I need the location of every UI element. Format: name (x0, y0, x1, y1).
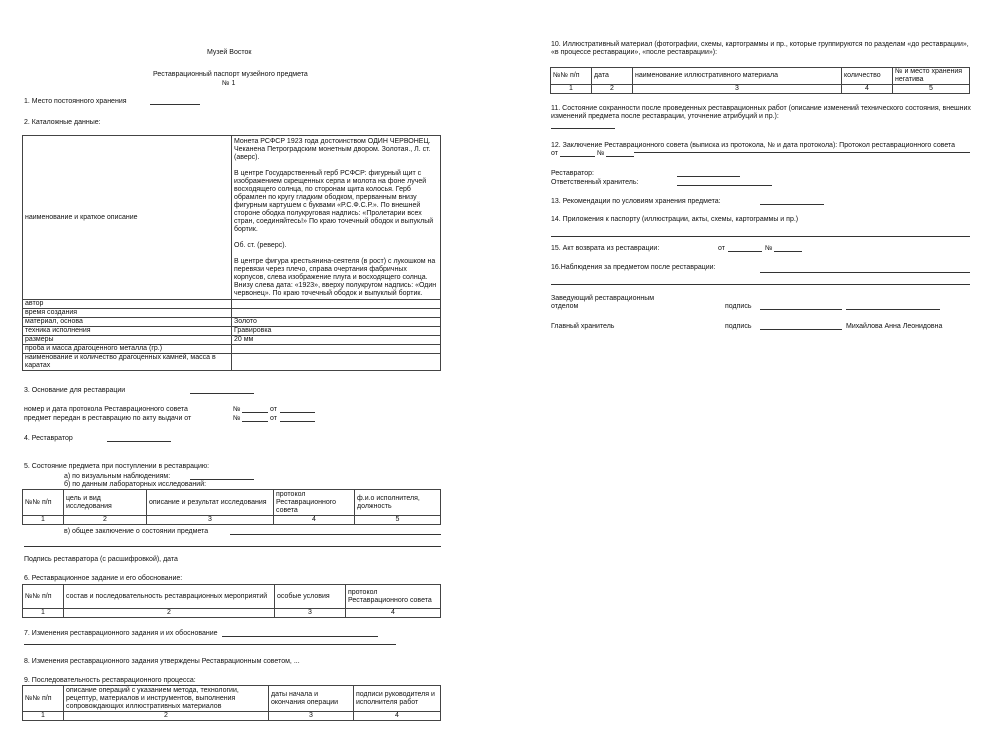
num-cell: 4 (354, 712, 441, 721)
section-8-label: 8. Изменения реставрационного задания утверждены Реставрационным советом, ... (24, 658, 300, 665)
passport-number: № 1 (222, 80, 236, 87)
row-label: техника исполнения (23, 327, 232, 336)
restorer-line[interactable] (107, 441, 171, 442)
header-cell: описание и результат исследования (147, 490, 274, 516)
section-16-label: 16.Наблюдения за предметом после реставрации: (551, 264, 716, 271)
section-5-label: 5. Состояние предмета при поступлении в реставрацию: (24, 463, 210, 470)
num-cell: 2 (64, 712, 269, 721)
header-cell: описание операций с указанием метода, технологии, рецептур, материалов и инструментов, выполнения сопровождающих иллюстративных материалов (64, 686, 269, 712)
header-cell: подписи руководителя и исполнителя работ (354, 686, 441, 712)
transfer-number-line[interactable] (242, 421, 268, 422)
desc-paragraph: Монета РСФСР 1923 года достоинством ОДИН ЧЕРВОНЕЦ. Чеканена Петроградским монетным двором. Золотая., Л. ст. (аверс). (234, 138, 431, 161)
head-name-line[interactable] (846, 309, 940, 310)
num-cell: 2 (64, 609, 275, 618)
protocol-num-sign: № (233, 406, 241, 413)
header-cell: протокол Реставрационного совета (346, 585, 441, 609)
appendix-line[interactable] (551, 236, 970, 237)
header-cell: №№ п/п (23, 490, 64, 516)
transfer-from: от (270, 415, 277, 422)
head-signature-line[interactable] (760, 309, 842, 310)
catalog-name-label: наименование и краткое описание (23, 136, 232, 300)
row-label: материал, основа (23, 318, 232, 327)
council-line[interactable] (634, 152, 970, 153)
section-6-label: 6. Реставрационное задание и его обоснование: (24, 575, 183, 582)
section-13-label: 13. Рекомендации по условиям хранения предмета: (551, 198, 721, 205)
keeper-sign-line[interactable] (677, 185, 772, 186)
document-title: Реставрационный паспорт музейного предмета (153, 71, 308, 78)
section-2-label: 2. Каталожные данные: (24, 119, 101, 126)
chief-keeper-name: Михайлова Анна Леонидовна (846, 323, 943, 330)
num-cell: 1 (551, 85, 592, 94)
num-cell: 3 (269, 712, 354, 721)
row-label: автор (23, 300, 232, 309)
header-cell: №№ п/п (23, 686, 64, 712)
section-1-label: 1. Место постоянного хранения (24, 98, 127, 105)
section-11-label: 11. Состояние сохранности после проведенных реставрационных работ (описание изменений технического состояния, внешних изменений предмета после реставрации, уточнение атрибуций и пр.): (551, 105, 971, 120)
section-12-label: 12. Заключение Реставрационного совета (выписка из протокола, № и дата протокола): Протокол реставрационного совета (551, 142, 956, 149)
catalog-row (23, 336, 441, 345)
row-value: Золото (232, 318, 441, 327)
row-value: Гравировка (232, 327, 441, 336)
return-num-sign: № (765, 245, 773, 252)
header-cell: даты начала и окончания операции (269, 686, 354, 712)
protocol-date-line[interactable] (280, 412, 315, 413)
protocol-label: номер и дата протокола Реставрационного совета (24, 406, 188, 413)
num-cell: 5 (355, 516, 441, 525)
catalog-row (23, 309, 441, 318)
process-table (22, 685, 441, 721)
restoration-task-table (22, 584, 441, 618)
num-cell: 3 (147, 516, 274, 525)
storage-place-line[interactable] (150, 104, 200, 105)
catalog-row (23, 345, 441, 354)
header-cell: состав и последовательность реставрационных мероприятий (64, 585, 275, 609)
transfer-num-sign: № (233, 415, 241, 422)
protocol-from: от (270, 406, 277, 413)
catalog-row (23, 300, 441, 309)
row-value (232, 309, 441, 318)
observations-line[interactable] (760, 272, 970, 273)
row-value (232, 300, 441, 309)
lab-research-table (22, 489, 441, 525)
council-date-line[interactable] (560, 156, 595, 157)
num-cell: 3 (275, 609, 346, 618)
conclusion-line-2[interactable] (24, 546, 441, 547)
section-5a-label: а) по визуальным наблюдениям: (64, 473, 171, 480)
num-cell: 1 (23, 516, 64, 525)
header-cell: №№ п/п (23, 585, 64, 609)
header-cell: дата (592, 68, 633, 85)
museum-name: Музей Восток (207, 49, 252, 56)
section-10-label: 10. Иллюстративный материал (фотографии, схемы, картограммы и пр., которые группируются по разделам «до реставрации», «в процессе реставрации», «после реставрации»): (551, 41, 969, 56)
header-cell: протокол Реставрационного совета (274, 490, 355, 516)
section-5c-label: в) общее заключение о состоянии предмета (64, 528, 209, 535)
section-7-label: 7. Изменения реставрационного задания и их обоснование (24, 630, 218, 637)
catalog-row (23, 327, 441, 336)
return-from: от (718, 245, 725, 252)
observations-line-2[interactable] (551, 284, 970, 285)
row-value (232, 345, 441, 354)
chief-sign-word: подпись (725, 323, 752, 330)
row-label: время создания (23, 309, 232, 318)
section-15-label: 15. Акт возврата из реставрации: (551, 245, 660, 252)
section-14-label: 14. Приложения к паспорту (иллюстрации, акты, схемы, картограммы и пр.) (551, 216, 799, 223)
transfer-label: предмет передан в реставрацию по акту выдачи от (24, 415, 192, 422)
header-cell: особые условия (275, 585, 346, 609)
num-cell: 4 (842, 85, 893, 94)
header-cell: №№ п/п (551, 68, 592, 85)
row-value: 20 мм (232, 336, 441, 345)
basis-line[interactable] (190, 393, 254, 394)
head-dept-label: Заведующий реставрационным (551, 295, 655, 302)
num-cell: 1 (23, 712, 64, 721)
row-value (232, 354, 441, 371)
row-label: размеры (23, 336, 232, 345)
illustration-table (550, 67, 970, 94)
header-cell: цель и вид исследования (64, 490, 147, 516)
num-cell: 4 (274, 516, 355, 525)
restorer-sign-line[interactable] (677, 176, 740, 177)
catalog-description (232, 136, 441, 300)
section-9-label: 9. Последовательность реставрационного процесса: (24, 677, 196, 684)
changes-line-2[interactable] (24, 644, 396, 645)
conclusion-line[interactable] (230, 534, 441, 535)
catalog-table (22, 135, 441, 371)
num-cell: 4 (346, 609, 441, 618)
transfer-date-line[interactable] (280, 421, 315, 422)
return-date-line[interactable] (728, 251, 762, 252)
num-cell: 2 (592, 85, 633, 94)
num-cell: 3 (633, 85, 842, 94)
num-cell: 5 (893, 85, 970, 94)
visual-observation-line[interactable] (190, 479, 254, 480)
header-cell: количество (842, 68, 893, 85)
state-after-line[interactable] (551, 128, 615, 129)
catalog-row (23, 354, 441, 371)
head-sign-word: подпись (725, 303, 752, 310)
head-dept-label-2: отделом (551, 303, 579, 310)
desc-paragraph: Об. ст. (реверс). (234, 242, 287, 249)
chief-signature-line[interactable] (760, 329, 842, 330)
header-cell: ф.и.о исполнителя, должность (355, 490, 441, 516)
section-3-label: 3. Основание для реставрации (24, 387, 126, 394)
council-from: от (551, 150, 558, 157)
return-number-line[interactable] (774, 251, 802, 252)
section-5b-label: б) по данным лабораторных исследований: (64, 481, 207, 488)
recommendations-line[interactable] (760, 204, 824, 205)
catalog-row (23, 318, 441, 327)
header-cell: наименование иллюстративного материала (633, 68, 842, 85)
num-cell: 2 (64, 516, 147, 525)
changes-line[interactable] (222, 636, 378, 637)
header-cell: № и место хранения негатива (893, 68, 970, 85)
council-number-line[interactable] (606, 156, 634, 157)
restorer-label: Реставратор: (551, 170, 594, 177)
row-label: проба и масса драгоценного металла (гр.) (23, 345, 232, 354)
desc-paragraph: В центре Государственный герб РСФСР: фигурный щит с изображением скрещенных серпа и молота на фоне лучей восходящего солнца, по сторонам щита колосья. Герб обрамлен по кругу гладким ободком, прерванным внизу фигурным картушем с буквами «Р.С.Ф.С.Р.». По внешней стороне ободка полукруговая надпись: «Пролетарии всех стран, соединяйтесь!» По краю точечный ободок и выпуклый бортик. (234, 170, 434, 233)
restorer-signature-label: Подпись реставратора (с расшифровкой), дата (24, 556, 178, 563)
keeper-label: Ответственный хранитель: (551, 179, 639, 186)
council-num-sign: № (597, 150, 605, 157)
row-label: наименование и количество драгоценных камней, масса в каратах (23, 354, 232, 371)
section-4-label: 4. Реставратор (24, 435, 73, 442)
desc-paragraph: В центре фигура крестьянина-сеятеля (в рост) с лукошком на перевязи через плечо, справа очертания фабричных корпусов, слева изображение плуга и восходящего солнца. Внизу слева дата: «1923», вверху полукругом надпись: «Один червонец». По краю точечный ободок и выпуклый бортик. (234, 258, 437, 297)
chief-keeper-label: Главный хранитель (551, 323, 615, 330)
num-cell: 1 (23, 609, 64, 618)
protocol-number-line[interactable] (242, 412, 268, 413)
